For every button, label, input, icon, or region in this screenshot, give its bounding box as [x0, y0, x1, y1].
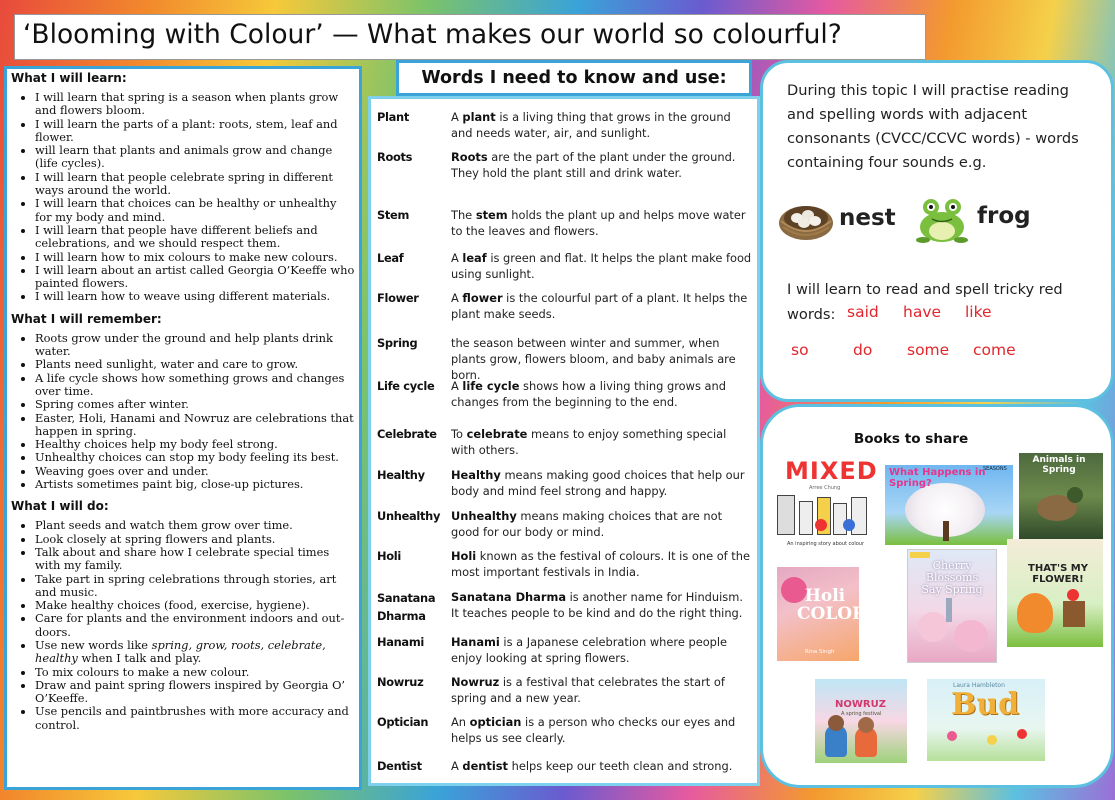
book-author-bud: Laura Hambleton	[953, 682, 1005, 689]
book-cover-cherry	[907, 549, 997, 663]
vocab-definition	[451, 109, 753, 141]
red-word-so: so	[791, 341, 809, 359]
definition-text: are the part of the plant under the ground. They hold the plant still and drink water.	[451, 150, 736, 180]
list-item: • Make healthy choices (food, exercise, hygiene).	[35, 599, 355, 612]
vocab-term: Nowruz	[377, 675, 424, 689]
list-item: • I will learn that choices can be healthy or unhealthy for my body and mind.	[35, 197, 355, 224]
list-item: • I will learn how to weave using different materials.	[35, 290, 355, 303]
definition-text: shows how a living thing grows and changes from the beginning to the end.	[451, 379, 726, 409]
book-series-spring: SEASONS	[983, 466, 1007, 472]
book-author-mixed: Arree Chung	[809, 485, 841, 491]
list-item: • A life cycle shows how something grows and changes over time.	[35, 372, 355, 399]
list-item: • Look closely at spring flowers and plants.	[35, 533, 355, 546]
list-item: • I will learn about an artist called Georgia O’Keeffe who painted flowers.	[35, 264, 355, 291]
book-tagline-mixed: An inspiring story about colour	[787, 541, 865, 547]
vocab-definition	[451, 634, 753, 666]
red-word-like: like	[965, 303, 992, 321]
definition-keyword: stem	[475, 208, 508, 222]
book-cover-bud	[927, 679, 1045, 761]
definition-text: means making good choices that help our body and mind feel strong and happy.	[451, 468, 745, 498]
book-title-animals: Animals in Spring	[1032, 455, 1086, 475]
definition-keyword: Sanatana Dharma	[451, 590, 567, 604]
red-word-said: said	[847, 303, 879, 321]
vocabulary-panel	[368, 96, 760, 786]
vocab-term: Optician	[377, 715, 429, 729]
book-title-bud: Bud	[951, 687, 1020, 722]
book-cover-mixed	[771, 457, 879, 553]
book-author-holi: Rina Singh	[805, 649, 835, 655]
red-word-have: have	[903, 303, 942, 321]
list-item: • I will learn the parts of a plant: roots, stem, leaf and flower.	[35, 118, 355, 145]
definition-text: is green and flat. It helps the plant make food using sunlight.	[451, 251, 752, 281]
vocab-definition	[451, 589, 753, 621]
list-item: • I will learn that people celebrate spring in different ways around the world.	[35, 171, 355, 198]
list-item: • Plants need sunlight, water and care to grow.	[35, 358, 355, 371]
list-item: • To mix colours to make a new colour.	[35, 666, 355, 679]
vocab-term: Celebrate	[377, 427, 437, 441]
book-title-spring: What Happens in Spring?	[889, 467, 986, 489]
definition-text: holds the plant up and helps move water to the leaves and flowers.	[451, 208, 746, 238]
definition-text: A	[451, 759, 463, 773]
definition-keyword: flower	[462, 291, 503, 305]
page-title: ‘Blooming with Colour’ — What makes our world so colourful?	[23, 19, 842, 50]
definition-text: is a Japanese celebration where people enjoy looking at spring flowers.	[451, 635, 728, 665]
do-list	[7, 519, 359, 732]
vocab-definition	[451, 149, 753, 181]
do-heading: What I will do:	[11, 499, 109, 514]
vocab-term: Unhealthy	[377, 509, 441, 523]
vocab-term: Healthy	[377, 468, 425, 482]
book-title-flower: THAT'S MY FLOWER!	[1028, 563, 1088, 585]
definition-keyword: Healthy	[451, 468, 501, 482]
list-item: • Healthy choices help my body feel strong.	[35, 438, 355, 451]
list-item: • Take part in spring celebrations through stories, art and music.	[35, 573, 355, 600]
book-cover-nowruz	[815, 679, 907, 763]
red-word-come: come	[973, 341, 1016, 359]
words-item-post: when I talk and play.	[77, 651, 202, 666]
definition-text: The	[451, 208, 476, 222]
definition-keyword: leaf	[462, 251, 487, 265]
definition-text: A	[451, 251, 463, 265]
definition-keyword: Holi	[451, 549, 477, 563]
definition-text: is a living thing that grows in the ground and needs water, air, and sunlight.	[451, 110, 731, 140]
list-item: • Spring comes after winter.	[35, 398, 355, 411]
definition-keyword: Roots	[451, 150, 488, 164]
definition-keyword: life cycle	[462, 379, 520, 393]
list-item: • Easter, Holi, Hanami and Nowruz are celebrations that happen in spring.	[35, 412, 355, 439]
learn-heading: What I will learn:	[11, 71, 127, 85]
definition-text: To	[451, 427, 467, 441]
learning-panel	[4, 66, 362, 790]
list-item: • I will learn how to mix colours to make new colours.	[35, 251, 355, 264]
definition-text: is another name for Hinduism. It teaches people to be kind and do the right thing.	[451, 590, 743, 620]
vocab-term: Dentist	[377, 759, 422, 773]
vocab-definition	[451, 548, 753, 580]
words-item-italic: spring, grow, roots, celebrate, healthy	[35, 637, 326, 666]
phonics-intro: During this topic I will practise reading and spelling words with adjacent consonants (CVCC/CCVC words) - words containing four sounds e.g.	[787, 82, 1079, 171]
vocab-definition	[451, 207, 753, 239]
definition-text: helps keep our teeth clean and strong.	[508, 759, 733, 773]
definition-text: means making choices that are not good for our body or mind.	[451, 509, 723, 539]
book-title-cherry: Cherry Blossoms Say Spring	[921, 559, 983, 596]
words-item-pre: Use new words like	[35, 637, 152, 652]
definition-keyword: plant	[462, 110, 496, 124]
vocab-definition	[451, 758, 753, 774]
vocab-definition	[451, 674, 753, 706]
frog-icon	[915, 191, 969, 245]
vocab-definition	[451, 426, 753, 458]
example-word-frog: frog	[977, 203, 1031, 229]
definition-keyword: celebrate	[466, 427, 528, 441]
definition-text: A	[451, 110, 463, 124]
learn-list	[7, 91, 359, 304]
books-panel	[760, 404, 1114, 788]
book-cover-spring	[885, 465, 1013, 545]
definition-keyword: dentist	[462, 759, 508, 773]
list-item: • Draw and paint spring flowers inspired by Georgia O’ O’Keeffe.	[35, 679, 355, 706]
list-item: • Use pencils and paintbrushes with more accuracy and control.	[35, 705, 355, 732]
vocab-definition	[451, 467, 753, 499]
list-item: • Care for plants and the environment indoors and out-doors.	[35, 612, 355, 639]
list-item: • Weaving goes over and under.	[35, 465, 355, 478]
list-item: • I will learn that spring is a season when plants grow and flowers bloom.	[35, 91, 355, 118]
list-item: • Plant seeds and watch them grow over time.	[35, 519, 355, 532]
vocab-definition	[451, 335, 753, 383]
vocab-term: Life cycle	[377, 379, 435, 393]
vocab-term: Plant	[377, 110, 409, 124]
red-word-do: do	[853, 341, 873, 359]
vocab-term: Hanami	[377, 635, 424, 649]
book-title-mixed: MIXED	[785, 457, 878, 485]
list-item: • will learn that plants and animals grow and change (life cycles).	[35, 144, 355, 171]
remember-list	[7, 332, 359, 492]
red-word-some: some	[907, 341, 950, 359]
tricky-words-intro: I will learn to read and spell tricky red words:	[787, 281, 1063, 323]
vocab-term: Stem	[377, 208, 410, 222]
definition-text: A	[451, 379, 463, 393]
vocab-definition	[451, 508, 753, 540]
vocab-term: Flower	[377, 291, 419, 305]
vocab-definition	[451, 378, 753, 410]
books-heading: Books to share	[853, 431, 969, 447]
definition-keyword: Hanami	[451, 635, 500, 649]
definition-text: known as the festival of colours. It is one of the most important festivals in India.	[451, 549, 750, 579]
list-item: • Artists sometimes paint big, close-up pictures.	[35, 478, 355, 491]
vocab-definition	[451, 250, 753, 282]
vocab-definition	[451, 290, 753, 322]
list-item: • Roots grow under the ground and help plants drink water.	[35, 332, 355, 359]
definition-keyword: Nowruz	[451, 675, 500, 689]
definition-text: means to enjoy something special with others.	[451, 427, 727, 457]
book-title-nowruz: NOWRUZ	[835, 699, 886, 710]
definition-text: is the colourful part of a plant. It helps the plant make seeds.	[451, 291, 748, 321]
book-cover-holi	[777, 567, 879, 661]
nest-icon	[777, 191, 835, 243]
vocab-term: Holi	[377, 549, 401, 563]
list-item	[35, 639, 355, 666]
phonics-panel	[760, 60, 1114, 402]
example-word-nest: nest	[839, 205, 896, 231]
title-banner	[14, 14, 926, 60]
definition-text: is a festival that celebrates the start of spring and a new year.	[451, 675, 725, 705]
list-item: • Talk about and share how I celebrate special times with my family.	[35, 546, 355, 573]
vocab-definition	[451, 714, 753, 746]
vocab-term: Leaf	[377, 251, 404, 265]
book-cover-flower	[1007, 539, 1103, 647]
vocab-term: Sanatana Dharma	[377, 591, 436, 623]
definition-text: A	[451, 291, 463, 305]
definition-text: An	[451, 715, 470, 729]
book-cover-animals	[1019, 453, 1103, 539]
definition-keyword: optician	[469, 715, 522, 729]
definition-text: the season between winter and summer, when plants grow, flowers bloom, and baby animals are born.	[451, 336, 736, 382]
list-item: • I will learn that people have different beliefs and celebrations, and we should respect them.	[35, 224, 355, 251]
vocab-term: Spring	[377, 336, 418, 350]
vocab-term: Roots	[377, 150, 413, 164]
definition-text: is a person who checks our eyes and helps us see clearly.	[451, 715, 736, 745]
definition-keyword: Unhealthy	[451, 509, 517, 523]
remember-heading: What I will remember:	[11, 311, 162, 326]
words-heading: Words I need to know and use:	[396, 60, 752, 96]
book-title-holi: Holi COLORS	[797, 586, 879, 624]
book-subtitle-nowruz: A spring festival	[841, 711, 882, 717]
list-item: • Unhealthy choices can stop my body feeling its best.	[35, 451, 355, 464]
